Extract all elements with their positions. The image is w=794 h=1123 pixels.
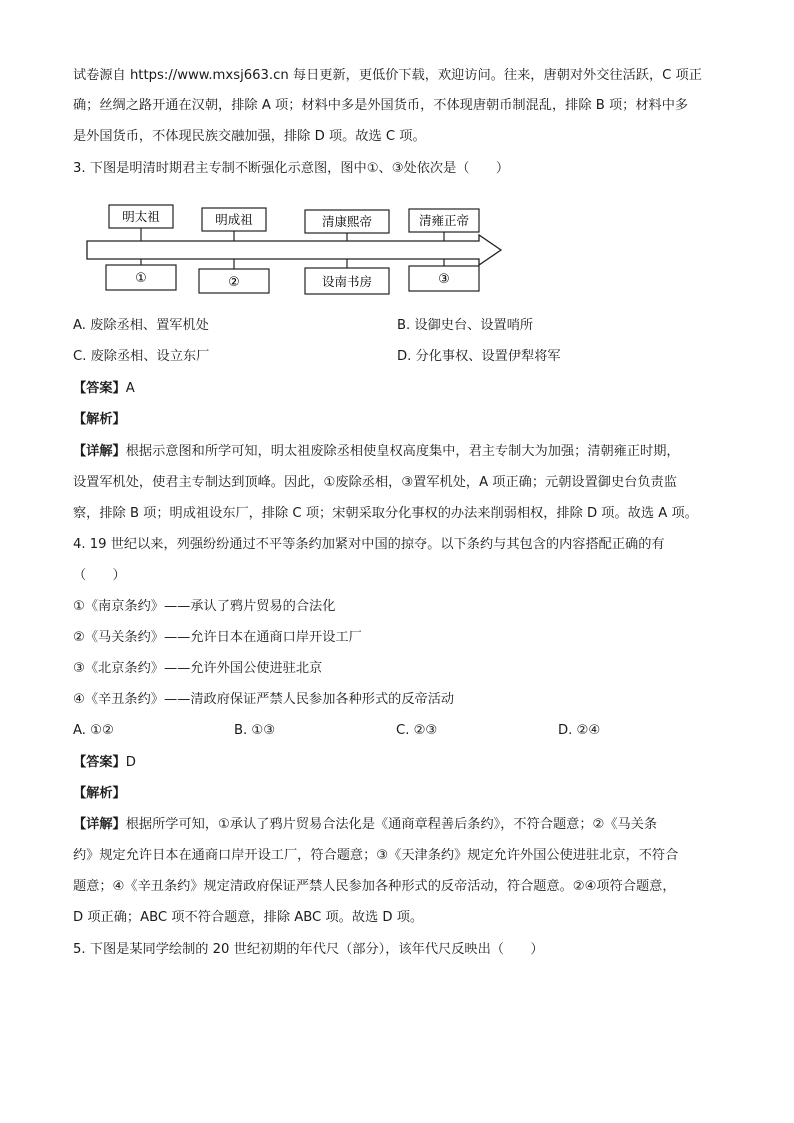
answer-value: A — [125, 381, 135, 396]
q3-option-b: B. 设御史台、设置哨所 — [397, 318, 534, 333]
q3-detail-line-2: 设置军机处，使君主专制达到顶峰。因此，①废除丞相，③置军机处，A 项正确；元朝设置御史台负责监 — [73, 475, 677, 490]
q4-item-3: ③《北京条约》——允许外国公使进驻北京 — [73, 661, 323, 676]
q4-detail-line-2: 约》规定允许日本在通商口岸开设工厂，符合题意；③《天津条约》规定允许外国公使进驻北京，不符合 — [73, 848, 679, 863]
q4-answer-line — [73, 753, 723, 773]
q4-option-d: D. ②④ — [558, 723, 601, 738]
q4-item-4: ④《辛丑条约》——清政府保证严禁人民参加各种形式的反帝活动 — [73, 692, 455, 707]
q4-detail-line-1 — [73, 815, 723, 835]
timeline-arrow — [87, 235, 501, 265]
q4-detail-line-4: D 项正确；ABC 项不符合题意，排除 ABC 项。故选 D 项。 — [73, 910, 424, 925]
q3-option-c: C. 废除丞相、设立东厂 — [73, 349, 210, 364]
paragraph-line: 确；丝绸之路开通在汉朝，排除 A 项；材料中多是外国货币，不体现唐朝币制混乱，排除 B 项；材料中多 — [73, 98, 689, 113]
answer-value: D — [125, 755, 136, 770]
q3-answer-line — [73, 379, 723, 399]
bottom-label-2: ② — [228, 275, 240, 290]
q4-detail-line-3: 题意；④《辛丑条约》规定清政府保证严禁人民参加各种形式的反帝活动，符合题意。②④项符合题意， — [73, 879, 676, 894]
q4-item-2: ②《马关条约》——允许日本在通商口岸开设工厂 — [73, 630, 362, 645]
header-line: 试卷源自 https://www.mxsj663.cn 每日更新，更低价下载，欢迎访问。往来，唐朝对外交往活跃，C 项正 — [73, 68, 702, 83]
q4-option-c: C. ②③ — [396, 723, 438, 738]
q4-item-1: ①《南京条约》——承认了鸦片贸易的合法化 — [73, 599, 336, 614]
q3-analysis-tag: 【解析】 — [73, 412, 126, 427]
q3-option-a: A. 废除丞相、置军机处 — [73, 318, 209, 333]
detail-tag: 【详解】 — [73, 444, 126, 459]
answer-tag: 【答案】 — [73, 755, 126, 770]
bottom-label-1: ① — [135, 271, 147, 286]
top-label-1: 明太祖 — [122, 209, 160, 224]
question-3-stem: 3. 下图是明清时期君主专制不断强化示意图，图中①、③处依次是（ ） — [73, 161, 510, 176]
q3-detail-line-1 — [73, 442, 723, 462]
question-4-stem: 4. 19 世纪以来，列强纷纷通过不平等条约加紧对中国的掠夺。以下条约与其包含的内容搭配正确的有 — [73, 537, 665, 552]
detail-tag: 【详解】 — [73, 817, 126, 832]
q4-option-b: B. ①③ — [234, 723, 276, 738]
answer-tag: 【答案】 — [73, 381, 126, 396]
q3-detail-line-3: 察，排除 B 项；明成祖设东厂，排除 C 项；宋朝采取分化事权的办法来削弱相权，排除 D 项。故选 A 项。 — [73, 506, 698, 521]
top-label-3: 清康熙帝 — [321, 214, 373, 229]
detail-text: 根据所学可知，①承认了鸦片贸易合法化是《通商章程善后条约》，不符合题意；②《马关条 — [125, 817, 658, 832]
q4-analysis-tag: 【解析】 — [73, 786, 126, 801]
top-label-4: 清雍正帝 — [418, 213, 470, 228]
q4-option-a: A. ①② — [73, 723, 114, 738]
top-label-2: 明成祖 — [215, 212, 253, 227]
detail-text: 根据示意图和所学可知，明太祖废除丞相使皇权高度集中，君主专制大为加强；清朝雍正时期， — [125, 444, 680, 459]
q3-timeline-diagram — [84, 200, 514, 300]
bottom-label-4: ③ — [438, 272, 450, 287]
question-4-stem-cont: （ ） — [73, 568, 126, 583]
bottom-label-3: 设南书房 — [321, 274, 373, 289]
question-5-stem: 5. 下图是某同学绘制的 20 世纪初期的年代尺（部分），该年代尺反映出（ ） — [73, 942, 544, 957]
paragraph-line: 是外国货币，不体现民族交融加强，排除 D 项。故选 C 项。 — [73, 129, 426, 144]
q3-option-d: D. 分化事权、设置伊犁将军 — [397, 349, 561, 364]
